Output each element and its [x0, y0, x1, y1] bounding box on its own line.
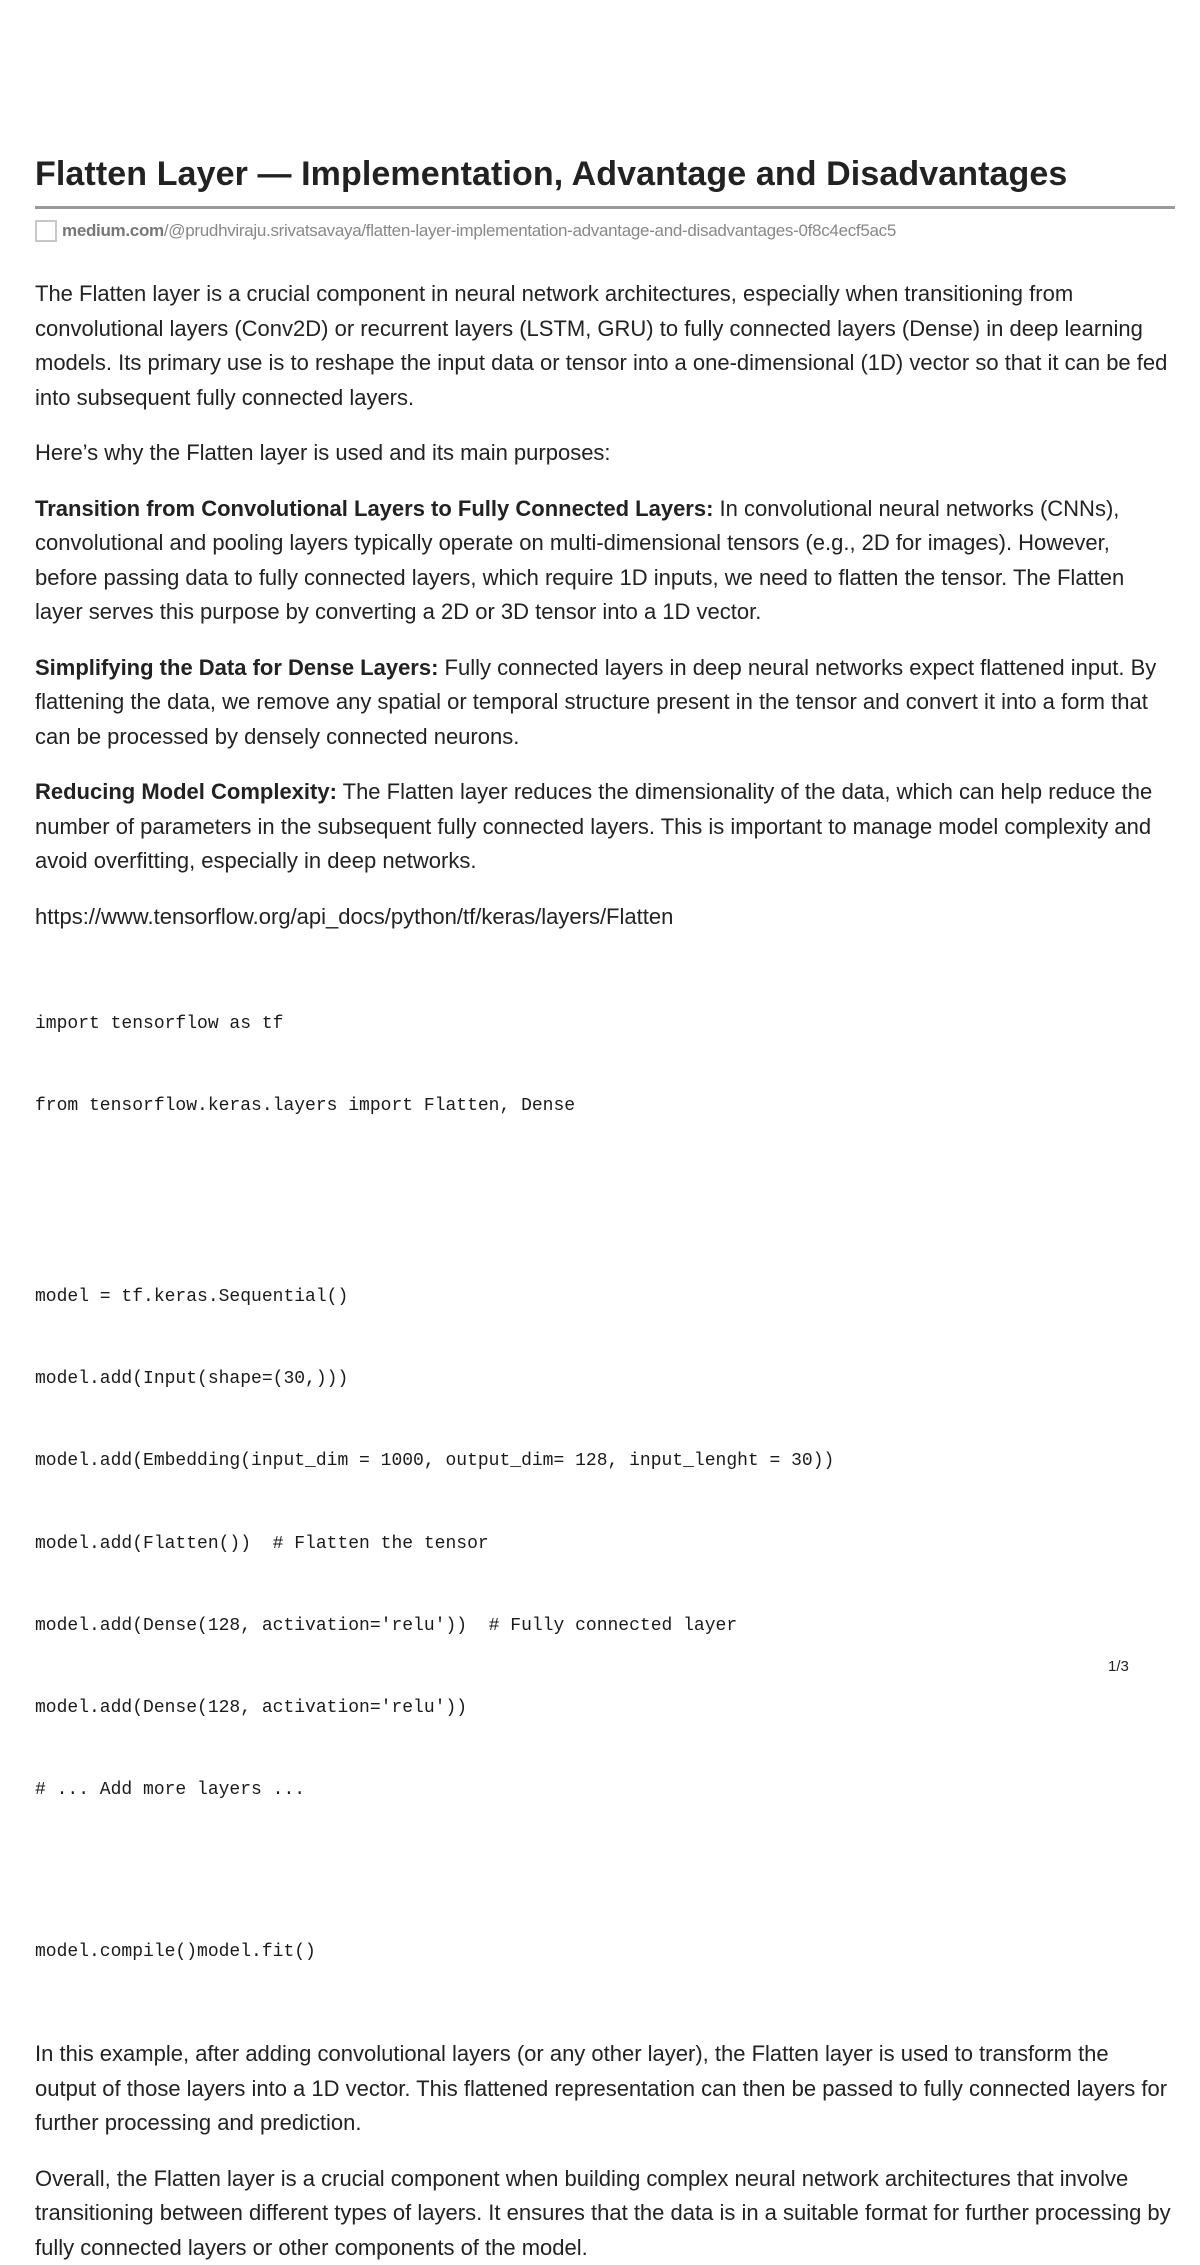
- page-number: 1/3: [1108, 1658, 1129, 1675]
- code-line: model.add(Dense(128, activation='relu')): [35, 1698, 468, 1719]
- code-line: model.add(Embedding(input_dim = 1000, output_dim= 128, input_lenght = 30)): [35, 1451, 835, 1472]
- code-line: model.compile()model.fit(): [35, 1942, 316, 1963]
- point-text: Fully connected layers in deep neural networks expect flattened input. By flattening the data, we remove any spatial or temporal structure present in the tensor and convert it into a form that can be processed by densely connected neurons.: [35, 654, 1157, 749]
- code-line: # ... Add more layers ...: [35, 1780, 306, 1801]
- source-row: [35, 218, 1175, 244]
- document-page: [35, 150, 1175, 2265]
- code-line: import tensorflow as tf: [35, 1013, 284, 1034]
- code-line: model.add(Input(shape=(30,))): [35, 1369, 349, 1390]
- source-path: /@prudhviraju.srivatsavaya/flatten-layer-implementation-advantage-and-disadvantages-0f8c4ecf5ac5: [163, 221, 897, 240]
- code-line: model.add(Dense(128, activation='relu')) # Fully connected layer: [35, 1615, 738, 1636]
- point-reducing: [35, 775, 1175, 879]
- code-line: model = tf.keras.Sequential(): [35, 1287, 349, 1308]
- point-transition: [35, 492, 1175, 630]
- point-heading: Simplifying the Data for Dense Layers:: [35, 654, 439, 680]
- code-compile: [35, 1884, 1175, 2021]
- source-link[interactable]: [62, 221, 896, 241]
- source-domain: medium.com: [62, 221, 164, 240]
- intro-paragraph: The Flatten layer is a crucial component in neural network architectures, especially when transitioning from convolutional layers (Conv2D) or recurrent layers (LSTM, GRU) to fully connected layers (Dense) in deep learning models. Its primary use is to reshape the input data or tensor into a one-dimensional (1D) vector so that it can be fed into subsequent fully connected layers.: [35, 281, 1168, 410]
- page-title: Flatten Layer — Implementation, Advantage and Disadvantages: [35, 155, 1068, 193]
- favicon-icon: [35, 220, 57, 242]
- reference-link[interactable]: https://www.tensorflow.org/api_docs/python/tf/keras/layers/Flatten: [35, 903, 674, 929]
- title-divider: [35, 206, 1175, 209]
- code-line: model.add(Flatten()) # Flatten the tensor: [35, 1533, 489, 1554]
- point-heading: Reducing Model Complexity:: [35, 779, 337, 804]
- point-simplifying: [35, 651, 1175, 755]
- code-line: from tensorflow.keras.layers import Flatten, Dense: [35, 1096, 576, 1117]
- why-paragraph: Here’s why the Flatten layer is used and its main purposes:: [35, 440, 611, 465]
- code-imports: [35, 956, 1175, 1175]
- code-model: [35, 1229, 1175, 1859]
- point-text: The Flatten layer reduces the dimensionality of the data, which can help reduce the number of parameters in the subsequent fully connected layers. This is important to manage model complexity and avoid overfitting, especially in deep networks.: [35, 779, 1153, 873]
- point-text: In convolutional neural networks (CNNs), convolutional and pooling layers typically operate on multi-dimensional tensors (e.g., 2D for images). However, before passing data to fully connected layers, which require 1D inputs, we need to flatten the tensor. The Flatten layer serves this purpose by converting a 2D or 3D tensor into a 1D vector.: [35, 495, 1125, 624]
- overall-paragraph: Overall, the Flatten layer is a crucial component when building complex neural network architectures that involve transitioning between different types of layers. It ensures that the data is in a suitable format for further processing by fully connected layers or other components of the model.: [35, 2165, 1171, 2260]
- example-paragraph: In this example, after adding convolutional layers (or any other layer), the Flatten layer is used to transform the output of those layers into a 1D vector. This flattened representation can then be passed to fully connected layers for further processing and prediction.: [35, 2041, 1168, 2136]
- point-heading: Transition from Convolutional Layers to Fully Connected Layers:: [35, 495, 714, 521]
